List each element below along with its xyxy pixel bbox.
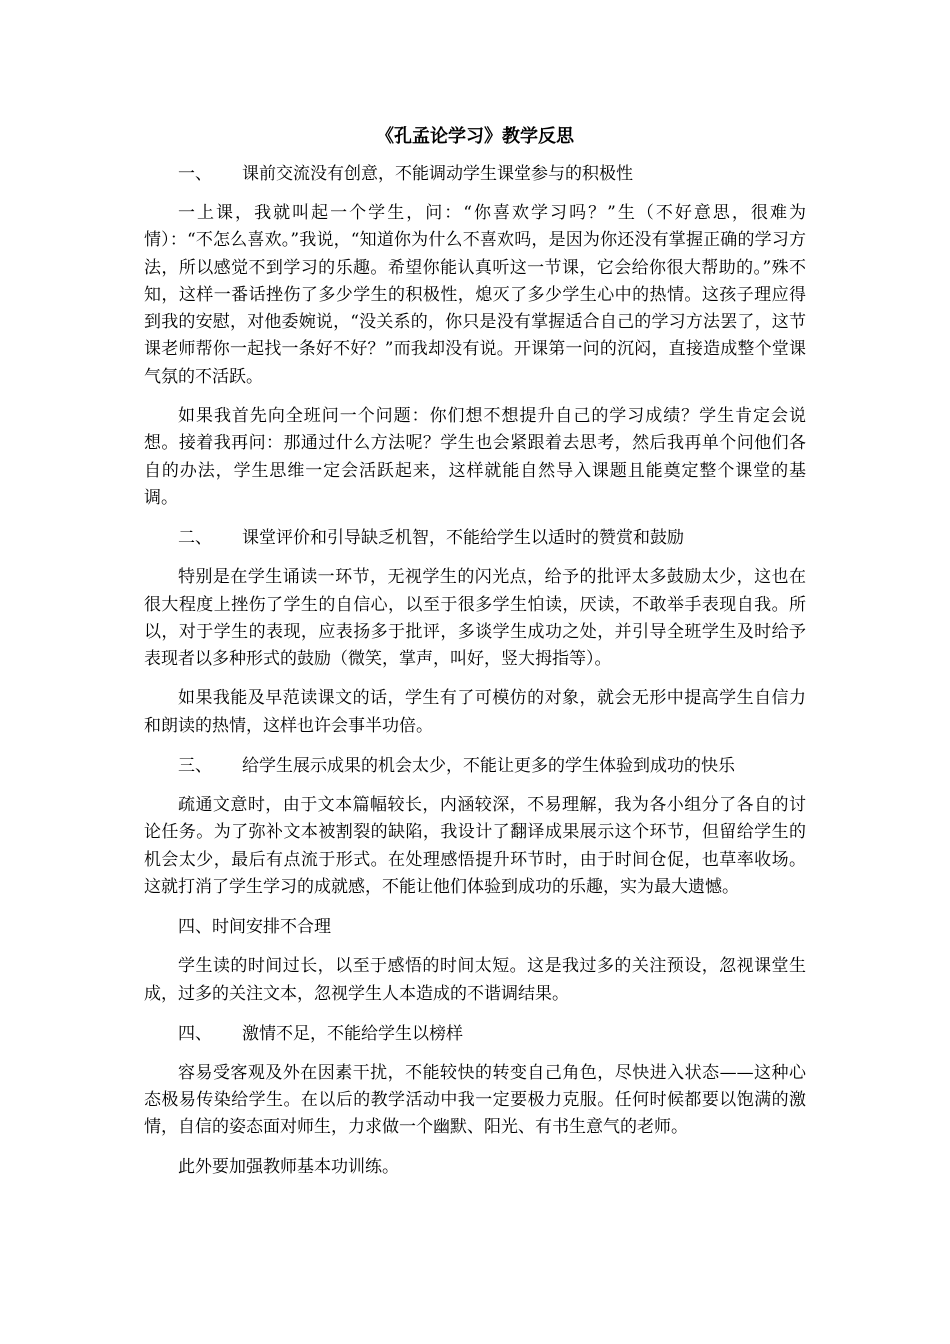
section-3-heading (144, 752, 806, 780)
section-4-heading (144, 913, 806, 941)
section-5-title: 激情不足，不能给学生以榜样 (242, 1023, 463, 1044)
section-4-paragraph-1: 学生读的时间过长，以至于感悟的时间太短。这是我过多的关注预设，忽视课堂生成，过多的关注文本，忽视学生人本造成的不谐调结果。 (144, 956, 806, 1004)
section-2-heading (144, 524, 806, 552)
section-5-heading (144, 1020, 806, 1048)
section-2-title: 课堂评价和引导缺乏机智，不能给学生以适时的赞赏和鼓励 (242, 528, 684, 549)
section-1-paragraph-1: 一上课，我就叫起一个学生，问：“你喜欢学习吗？”生（不好意思，很难为情）：“不怎么喜欢。”我说，“知道你为什么不喜欢吗，是因为你还没有掌握正确的学习方法，所以感觉不到学习的乐趣。希望你能认真听这一节课，它会给你很大帮助的。”殊不知，这样一番话挫伤了多少学生的积极性，熄灭了多少学生心中的热情。这孩子理应得到我的安慰，对他委婉说，“没关系的，你只是没有掌握适合自己的学习方法罢了，这节课老师帮你一起找一条好不好？”而我却没有说。开课第一问的沉闷，直接造成整个堂课气氛的不活跃。 (144, 203, 806, 387)
section-1-paragraph-2: 如果我首先向全班问一个问题：你们想不想提升自己的学习成绩？学生肯定会说想。接着我再问：那通过什么方法呢？学生也会紧跟着去思考，然后我再单个问他们各自的办法，学生思维一定会活跃起来，这样就能自然导入课题且能奠定整个课堂的基调。 (144, 406, 806, 508)
section-2-paragraph-1: 特别是在学生诵读一环节，无视学生的闪光点，给予的批评太多鼓励太少，这也在很大程度上挫伤了学生的自信心，以至于很多学生怕读，厌读，不敢举手表现自我。所以，对于学生的表现，应表扬多于批评，多谈学生成功之处，并引导全班学生及时给予表现者以多种形式的鼓励（微笑，掌声，叫好，竖大拇指等）。 (144, 567, 806, 670)
section-5-paragraph-1: 容易受客观及外在因素干扰，不能较快的转变自己角色，尽快进入状态——这种心态极易传染给学生。在以后的教学活动中我一定要极力克服。任何时候都要以饱满的激情，自信的姿态面对师生，力求做一个幽默、阳光、有书生意气的老师。 (144, 1062, 806, 1138)
section-1-title: 课前交流没有创意，不能调动学生课堂参与的积极性 (242, 164, 633, 184)
section-3-title: 给学生展示成果的机会太少，不能让更多的学生体验到成功的快乐 (242, 756, 735, 777)
section-3-number: 三、 (178, 756, 212, 777)
section-2-number: 二、 (178, 528, 212, 549)
section-3-paragraph-1: 疏通文意时，由于文本篇幅较长，内涵较深，不易理解，我为各小组分了各自的讨论任务。为了弥补文本被割裂的缺陷，我设计了翻译成果展示这个环节，但留给学生的机会太少，最后有点流于形式。在处理感悟提升环节时，由于时间仓促，也草率收场。这就打消了学生学习的成就感，不能让他们体验到成功的乐趣，实为最大遗憾。 (144, 795, 806, 897)
section-5-paragraph-2: 此外要加强教师基本功训练。 (178, 1156, 399, 1177)
section-1-number: 一、 (178, 164, 212, 184)
section-2-paragraph-2: 如果我能及早范读课文的话，学生有了可模仿的对象，就会无形中提高学生自信力和朗读的热情，这样也许会事半功倍。 (144, 688, 806, 736)
document-title: 《孔孟论学习》教学反思 (376, 126, 574, 147)
document-body (144, 160, 806, 1193)
section-1-heading (144, 160, 806, 188)
section-4-title: 四、时间安排不合理 (178, 917, 331, 938)
section-5-number: 四、 (178, 1023, 212, 1044)
